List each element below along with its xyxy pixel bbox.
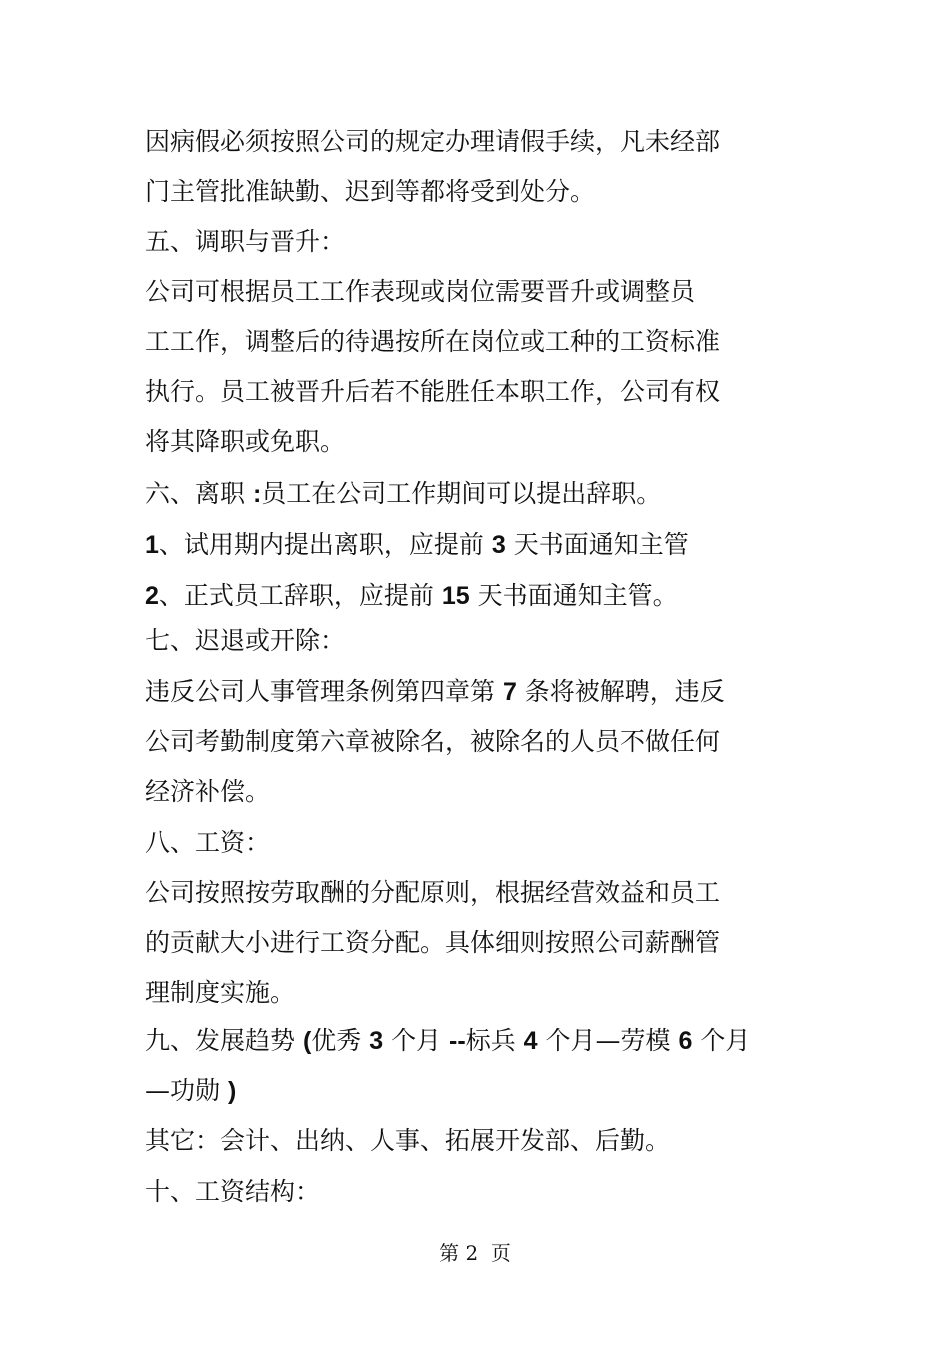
section-heading	[145, 227, 345, 257]
text-line	[145, 978, 295, 1008]
section-heading	[145, 1026, 750, 1056]
text-span: 标兵	[465, 1026, 524, 1055]
text-span: 公司考勤制度第六章被除名，被除名的人员不做任何	[145, 727, 721, 756]
text-span: 个月	[383, 1026, 450, 1055]
list-item	[145, 530, 689, 560]
text-line	[145, 277, 695, 307]
text-span: 执行。员工被晋升后若不能胜任本职工作，公司有权	[145, 377, 721, 406]
text-line	[145, 878, 720, 908]
text-span: 个月—劳模	[537, 1026, 679, 1055]
text-line	[145, 928, 720, 958]
text-span: 经济补偿。	[145, 777, 271, 806]
list-number: 1	[145, 531, 159, 559]
text-line	[145, 327, 720, 357]
text-span: (	[302, 1027, 312, 1055]
number-span: 3	[369, 1027, 384, 1055]
text-line	[145, 1126, 670, 1156]
text-span: 员工在公司工作期间可以提出辞职。	[261, 479, 662, 508]
text-span: --	[449, 1027, 466, 1055]
text-span: )	[227, 1077, 237, 1105]
text-span: 七、迟退或开除：	[145, 626, 346, 655]
page-footer	[0, 1240, 950, 1266]
section-heading	[145, 828, 270, 858]
page-number: 2	[465, 1241, 479, 1265]
number-span: 7	[502, 678, 517, 706]
text-line	[145, 727, 720, 757]
number-span: 6	[678, 1027, 693, 1055]
text-span: 条将被解聘，违反	[516, 677, 725, 706]
text-span: 个月	[692, 1026, 751, 1055]
text-span: 五、调职与晋升：	[145, 227, 346, 256]
section-heading	[145, 626, 345, 656]
text-span: —功勋	[145, 1076, 228, 1105]
text-span: 、正式员工辞职，应提前	[158, 581, 442, 610]
text-span: 优秀	[311, 1026, 370, 1055]
text-line	[145, 427, 345, 457]
text-line	[145, 127, 720, 157]
text-span: 天书面通知主管	[505, 530, 689, 559]
text-span: 十、工资结构：	[145, 1177, 321, 1206]
text-span: 其它：会计、出纳、人事、拓展开发部、后勤。	[145, 1126, 671, 1155]
text-span: :	[252, 480, 262, 508]
text-line	[145, 1076, 236, 1106]
number-span: 3	[491, 531, 506, 559]
text-span: 公司按照按劳取酬的分配原则，根据经营效益和员工	[145, 878, 721, 907]
number-span: 4	[523, 1027, 538, 1055]
number-span: 15	[441, 582, 470, 610]
text-span: 工工作，调整后的待遇按所在岗位或工种的工资标准	[145, 327, 721, 356]
list-item	[145, 581, 678, 611]
text-span: 门主管批准缺勤、迟到等都将受到处分。	[145, 177, 596, 206]
list-number: 2	[145, 582, 159, 610]
text-span: 天书面通知主管。	[469, 581, 678, 610]
text-line	[145, 177, 595, 207]
section-heading	[145, 1177, 320, 1207]
text-line	[145, 377, 720, 407]
text-span: 的贡献大小进行工资分配。具体细则按照公司薪酬管	[145, 928, 721, 957]
text-span: 九、发展趋势	[145, 1026, 303, 1055]
text-span: 六、离职	[145, 479, 253, 508]
text-span: 理制度实施。	[145, 978, 296, 1007]
text-span: 八、工资：	[145, 828, 271, 857]
text-line	[145, 777, 270, 807]
text-span: 因病假必须按照公司的规定办理请假手续，凡未经部	[145, 127, 721, 156]
section-heading	[145, 479, 661, 509]
text-span: 公司可根据员工工作表现或岗位需要晋升或调整员	[145, 277, 696, 306]
footer-suffix: 页	[490, 1241, 511, 1265]
text-span: 将其降职或免职。	[145, 427, 346, 456]
text-span: 、试用期内提出离职，应提前	[158, 530, 492, 559]
text-span: 违反公司人事管理条例第四章第	[145, 677, 503, 706]
text-line	[145, 677, 725, 707]
footer-prefix: 第	[439, 1241, 460, 1265]
